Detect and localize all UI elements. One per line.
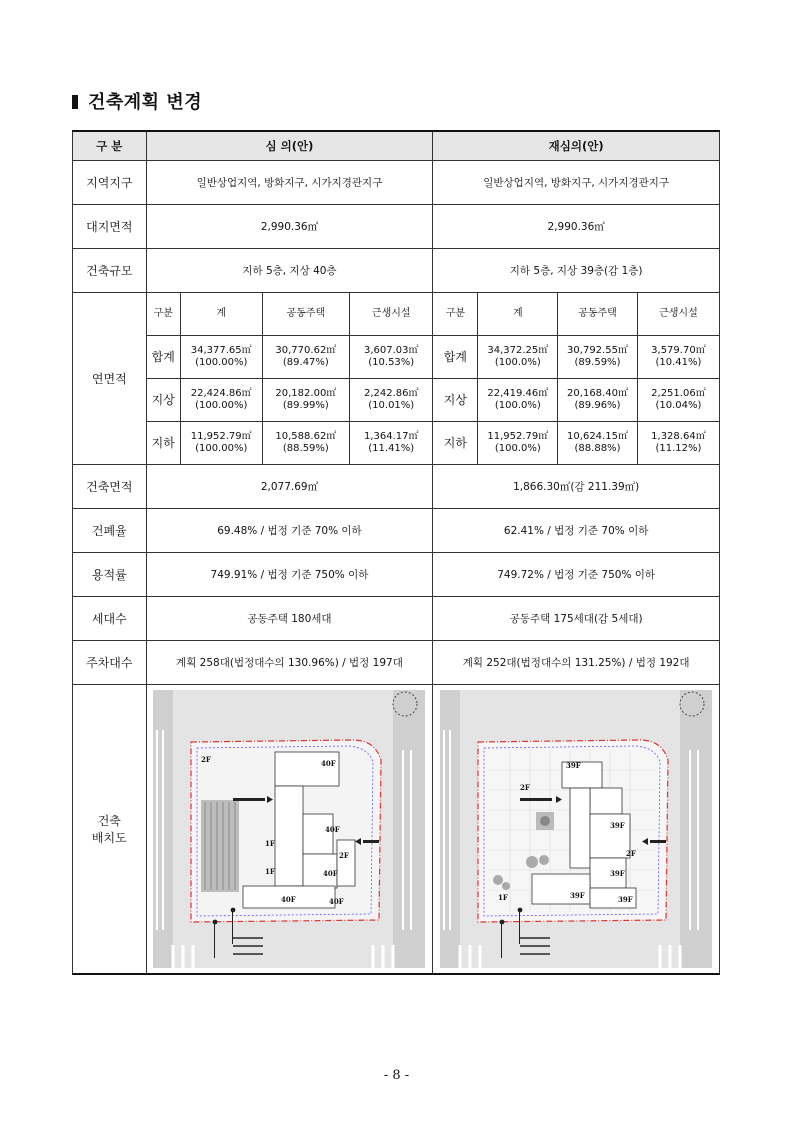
value-cell [262, 335, 350, 378]
percent: (100.00%) [195, 399, 248, 411]
value: 1,364.17㎡ [363, 430, 419, 442]
percent: (11.12%) [655, 442, 702, 454]
sub-header: 계 [180, 293, 262, 335]
value: 20,168.40㎡ [567, 387, 628, 399]
row-label-site-plan [73, 685, 147, 975]
row-label-parking: 주차대수 [73, 641, 147, 685]
floor-label: 40F [281, 895, 297, 904]
value-cell [637, 335, 719, 378]
value: 20,182.00㎡ [275, 387, 337, 399]
percent: (89.59%) [574, 356, 621, 368]
sub-header: 공동주택 [558, 293, 638, 335]
table-header-row [73, 131, 720, 161]
floor-label: 39F [610, 869, 625, 878]
value-cell [180, 421, 262, 464]
row-label-households: 세대수 [73, 597, 147, 641]
building-plan-table [72, 130, 720, 975]
value-cell [350, 335, 433, 378]
floor-label: 39F [610, 821, 625, 830]
far-rereview: 749.72% / 법정 기준 750% 이하 [433, 553, 720, 597]
percent: (89.47%) [282, 356, 329, 368]
sub-row-label: 지상 [433, 378, 478, 421]
value: 11,952.79㎡ [190, 430, 252, 442]
row-label-far: 용적률 [73, 553, 147, 597]
floor-area-review-table [147, 293, 433, 464]
header-rereview: 재심의(안) [433, 131, 720, 161]
value: 22,424.86㎡ [190, 387, 252, 399]
table-row [73, 685, 720, 975]
sub-header: 근생시설 [350, 293, 433, 335]
percent: (88.59%) [282, 442, 329, 454]
percent: (100.00%) [195, 442, 248, 454]
site-area-review: 2,990.36㎡ [146, 205, 433, 249]
floor-area-rereview-cell [433, 293, 720, 465]
building-area-rereview: 1,866.30㎡(감 211.39㎡) [433, 465, 720, 509]
value-cell [478, 335, 558, 378]
value: 11,952.79㎡ [487, 430, 549, 442]
value: 34,372.25㎡ [487, 344, 549, 356]
sub-row-label: 합계 [147, 335, 181, 378]
scale-rereview: 지하 5층, 지상 39층(감 1층) [433, 249, 720, 293]
value: 10,588.62㎡ [275, 430, 337, 442]
sub-row-label: 합계 [433, 335, 478, 378]
percent: (88.88%) [574, 442, 621, 454]
percent: (10.01%) [368, 399, 415, 411]
table-row [73, 509, 720, 553]
parking-review: 계획 258대(법정대수의 130.96%) / 법정 197대 [146, 641, 433, 685]
table-row [73, 293, 720, 465]
sub-header: 구분 [147, 293, 181, 335]
floor-label: 1F [265, 867, 276, 876]
sub-row-label: 지하 [147, 421, 181, 464]
value: 2,251.06㎡ [651, 387, 706, 399]
value-cell [637, 378, 719, 421]
row-label-zoning: 지역지구 [73, 161, 147, 205]
percent: (11.41%) [368, 442, 415, 454]
floor-label: 2F [339, 851, 350, 860]
floor-label: 2F [520, 783, 530, 792]
site-plan-review-cell [146, 685, 433, 975]
value: 30,792.55㎡ [567, 344, 628, 356]
row-label-coverage: 건폐율 [73, 509, 147, 553]
table-row [73, 205, 720, 249]
value: 22,419.46㎡ [487, 387, 549, 399]
value-cell [180, 378, 262, 421]
table-row [73, 465, 720, 509]
site-plan-rereview-cell [433, 685, 720, 975]
table-row [73, 553, 720, 597]
percent: (100.0%) [494, 442, 541, 454]
far-review: 749.91% / 법정 기준 750% 이하 [146, 553, 433, 597]
table-row [73, 161, 720, 205]
value: 3,579.70㎡ [651, 344, 706, 356]
value: 1,328.64㎡ [651, 430, 706, 442]
site-plan-label-1: 건축 [97, 814, 121, 828]
value-cell [478, 378, 558, 421]
sub-row-label: 지하 [433, 421, 478, 464]
value-cell [558, 378, 638, 421]
floor-label: 2F [626, 849, 636, 858]
value: 3,607.03㎡ [363, 344, 419, 356]
row-label-site-area: 대지면적 [73, 205, 147, 249]
building-area-review: 2,077.69㎡ [146, 465, 433, 509]
sub-header: 구분 [433, 293, 478, 335]
value-cell [262, 421, 350, 464]
floor-label: 1F [265, 839, 276, 848]
value-cell [350, 378, 433, 421]
table-row [73, 249, 720, 293]
floor-label: 1F [498, 893, 508, 902]
sub-row-label: 지상 [147, 378, 181, 421]
percent: (10.04%) [655, 399, 702, 411]
row-label-scale: 건축규모 [73, 249, 147, 293]
floor-label: 40F [321, 759, 337, 768]
value: 2,242.86㎡ [363, 387, 419, 399]
value-cell [478, 421, 558, 464]
zoning-review: 일반상업지역, 방화지구, 시가지경관지구 [146, 161, 433, 205]
section-title [72, 88, 202, 114]
value-cell [637, 421, 719, 464]
households-review: 공동주택 180세대 [146, 597, 433, 641]
row-label-floor-area: 연면적 [73, 293, 147, 465]
sub-header: 계 [478, 293, 558, 335]
floor-label: 40F [323, 869, 339, 878]
value: 10,624.15㎡ [567, 430, 628, 442]
percent: (89.99%) [282, 399, 329, 411]
site-area-rereview: 2,990.36㎡ [433, 205, 720, 249]
value-cell [180, 335, 262, 378]
value-cell [558, 421, 638, 464]
bullet-square-icon [72, 95, 78, 109]
percent: (10.53%) [368, 356, 415, 368]
floor-label: 40F [329, 897, 345, 906]
households-rereview: 공동주택 175세대(감 5세대) [433, 597, 720, 641]
row-label-building-area: 건축면적 [73, 465, 147, 509]
floor-label: 39F [618, 895, 633, 904]
zoning-rereview: 일반상업지역, 방화지구, 시가지경관지구 [433, 161, 720, 205]
sub-header: 공동주택 [262, 293, 350, 335]
floor-label: 40F [325, 825, 341, 834]
scale-review: 지하 5층, 지상 40층 [146, 249, 433, 293]
percent: (100.0%) [494, 399, 541, 411]
section-title-text: 건축계획 변경 [88, 92, 203, 113]
percent: (10.41%) [655, 356, 702, 368]
coverage-rereview: 62.41% / 법정 기준 70% 이하 [433, 509, 720, 553]
site-plan-label-2: 배치도 [91, 831, 127, 845]
floor-label: 39F [566, 761, 581, 770]
table-row [73, 641, 720, 685]
sub-header: 근생시설 [637, 293, 719, 335]
floor-label: 39F [570, 891, 585, 900]
site-plan-rereview-image [440, 690, 712, 968]
parking-rereview: 계획 252대(법정대수의 131.25%) / 법정 192대 [433, 641, 720, 685]
value-cell [262, 378, 350, 421]
site-plan-review-image [153, 690, 425, 968]
value: 30,770.62㎡ [275, 344, 337, 356]
percent: (100.00%) [195, 356, 248, 368]
header-review: 심 의(안) [146, 131, 433, 161]
floor-area-review-cell [146, 293, 433, 465]
value-cell [558, 335, 638, 378]
page-number: - 8 - [383, 1068, 410, 1083]
value-cell [350, 421, 433, 464]
floor-area-rereview-table [433, 293, 719, 464]
percent: (89.96%) [574, 399, 621, 411]
header-category: 구 분 [73, 131, 147, 161]
value: 34,377.65㎡ [190, 344, 252, 356]
table-row [73, 597, 720, 641]
coverage-review: 69.48% / 법정 기준 70% 이하 [146, 509, 433, 553]
floor-label: 2F [201, 755, 212, 764]
percent: (100.0%) [494, 356, 541, 368]
